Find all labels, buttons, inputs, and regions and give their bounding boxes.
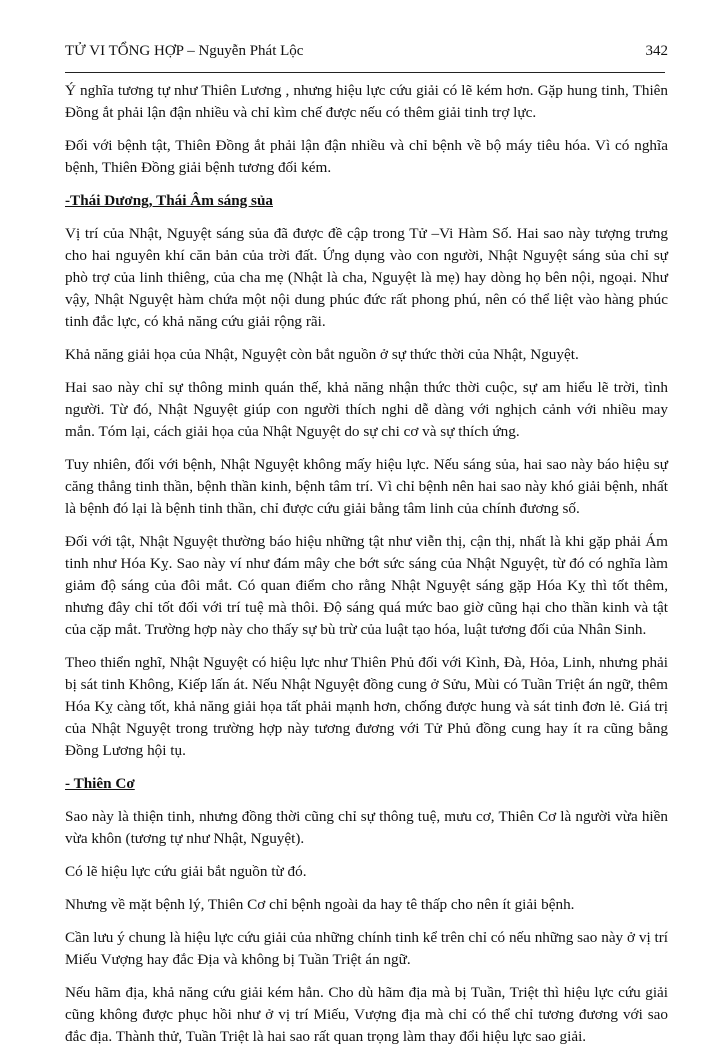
paragraph: Tuy nhiên, đối với bệnh, Nhật Nguyệt không mấy hiệu lực. Nếu sáng sủa, hai sao này báo hiệu sự căng thẳng tinh thần, bệnh thần kinh, bệnh tâm trí. Vì chỉ bệnh nên hai sao này khó giải bệnh, nhất là bệnh đó lại là bệnh tinh thần, chỉ được cứu giải bằng tâm linh của chính đương số. (65, 456, 668, 517)
paragraph: Cần lưu ý chung là hiệu lực cứu giải của những chính tinh kể trên chỉ có nếu những sao này ở vị trí Miếu Vượng hay đắc Địa và không bị Tuần Triệt án ngữ. (65, 929, 668, 968)
paragraph: Theo thiển nghĩ, Nhật Nguyệt có hiệu lực như Thiên Phủ đối với Kình, Đà, Hỏa, Linh, nhưng phải bị sát tinh Không, Kiếp lấn át. Nếu Nhật Nguyệt đồng cung ở Sửu, Mùi có Tuần Triệt án ngữ, thêm Hóa Kỵ càng tốt, khả năng giải họa tất phải mạnh hơn, chống được hung và sát tinh đơn lẻ. Giá trị của Nhật Nguyệt trong trường hợp này tương đương với Tử Phủ đồng cung hay ít ra cũng bằng Đồng Lương hội tụ. (65, 654, 668, 759)
page-number: 342 (645, 43, 668, 59)
section-heading: - Thiên Cơ (65, 775, 135, 792)
paragraph: Khả năng giải họa của Nhật, Nguyệt còn bắt nguồn ở sự thức thời của Nhật, Nguyệt. (65, 346, 579, 363)
paragraph: Có lẽ hiệu lực cứu giải bắt nguồn từ đó. (65, 863, 307, 880)
paragraph: Vị trí của Nhật, Nguyệt sáng sủa đã được đề cập trong Tử –Vi Hàm Số. Hai sao này tượng trưng cho hai nguyên khí căn bản của trời đất. Ứng dụng vào con người, Nhật Nguyệt sáng sủa chỉ sự phò trợ của linh thiêng, của cha mẹ (Nhật là cha, Nguyệt là mẹ) hay dòng họ bên nội, ngoại. Như vậy, Nhật Nguyệt hàm chứa một nội dung phúc đức rất phong phú, nên có thể liệt vào hàng phúc tinh đắc lực, có khả năng cứu giải rộng rãi. (65, 225, 668, 330)
paragraph: Đối với bệnh tật, Thiên Đồng ắt phải lận đận nhiều và chỉ bệnh về bộ máy tiêu hóa. Vì có nghĩa bệnh, Thiên Đồng giải bệnh tương đối kém. (65, 137, 668, 176)
page-header (65, 43, 668, 60)
page-body (65, 80, 668, 1059)
paragraph: Nếu hãm địa, khả năng cứu giải kém hẳn. Cho dù hãm địa mà bị Tuần, Triệt thì hiệu lực cứu giải cũng không được phục hồi như ở vị trí Miếu, Vượng địa mà chỉ có thể chỉ tương đương với sao đắc địa. Thành thử, Tuần Triệt là hai sao rất quan trọng làm thay đổi hiệu lực sao giải. (65, 984, 668, 1045)
paragraph: Sao này là thiện tinh, nhưng đồng thời cũng chỉ sự thông tuệ, mưu cơ, Thiên Cơ là người vừa hiền vừa khôn (tương tự như Nhật, Nguyệt). (65, 808, 668, 847)
paragraph: Ý nghĩa tương tự như Thiên Lương , nhưng hiệu lực cứu giải có lẽ kém hơn. Gặp hung tinh, Thiên Đồng ắt phải lận đận nhiều và chỉ kìm chế được nếu có thêm giải tinh trợ lực. (65, 82, 668, 121)
paragraph: Nhưng về mặt bệnh lý, Thiên Cơ chỉ bệnh ngoài da hay tê thấp cho nên ít giải bệnh. (65, 896, 575, 913)
paragraph: Đối với tật, Nhật Nguyệt thường báo hiệu những tật như viễn thị, cận thị, nhất là khi gặp phải Ám tinh như Hóa Kỵ. Sao này ví như đám mây che bớt sức sáng của Nhật Nguyệt, từ đó có nghĩa làm giảm độ sáng của đôi mắt. Có quan điểm cho rằng Nhật Nguyệt sáng gặp Hóa Kỵ thì tốt thêm, nhưng đây chỉ tốt đối với trí tuệ mà thôi. Độ sáng quá mức bao giờ cũng hại cho thần kinh và tật của cặp mắt. Trường hợp này cho thấy sự bù trừ của luật tạo hóa, luật tương đối của Nhân Sinh. (65, 533, 668, 638)
book-title: TỬ VI TỔNG HỢP – Nguyễn Phát Lộc (65, 43, 304, 59)
paragraph: Hai sao này chỉ sự thông minh quán thế, khả năng nhận thức thời cuộc, sự am hiểu lẽ trời, tình người. Từ đó, Nhật Nguyệt giúp con người thích nghi dễ dàng với nghịch cảnh với nhiều may mắn. Tóm lại, cách giải họa của Nhật Nguyệt do sự chi cơ và sự thích ứng. (65, 379, 668, 440)
header-rule (65, 72, 665, 73)
section-heading: -Thái Dương, Thái Âm sáng sủa (65, 192, 273, 209)
